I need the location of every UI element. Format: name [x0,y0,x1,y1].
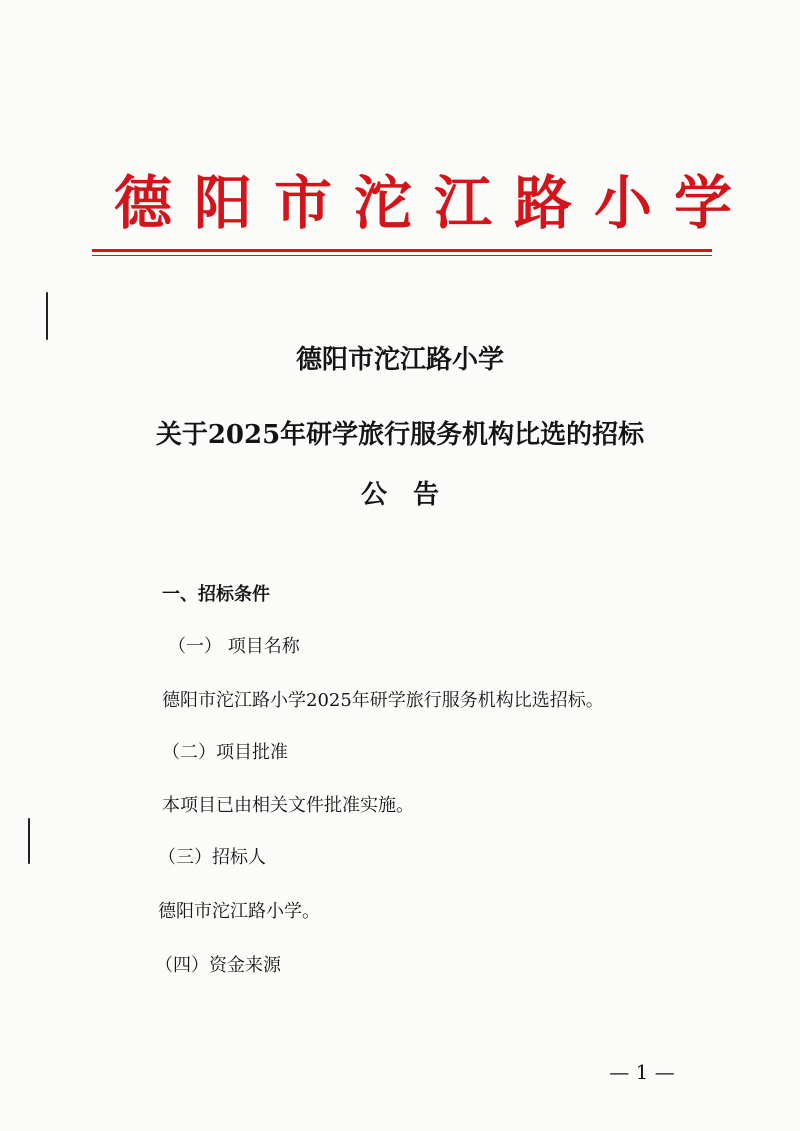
subheading-tenderer: （三）招标人 [158,847,266,868]
paragraph-project-approval: 本项目已由相关文件批准实施。 [162,795,414,816]
letterhead-red-rule-thin [92,255,712,256]
letterhead-red-rule [92,249,712,252]
page-number: — 1 — [609,1060,675,1084]
document-title-line-3: 公告 [360,480,465,510]
paragraph-project-name: 德阳市沱江路小学2025年研学旅行服务机构比选招标。 [162,690,604,711]
paragraph-tenderer: 德阳市沱江路小学。 [158,901,320,922]
subheading-project-name: （一） 项目名称 [168,636,300,657]
binding-mark-bottom [28,818,30,864]
binding-mark-top [46,292,48,340]
subheading-project-approval: （二）项目批准 [162,742,288,763]
letterhead-title: 德阳市沱江路小学 [114,169,755,237]
subheading-funding-source: （四）资金来源 [155,955,281,976]
section-heading-bidding-conditions: 一、招标条件 [162,584,270,605]
document-title-line-1: 德阳市沱江路小学 [295,345,504,375]
document-title-line-2: 关于2025年研学旅行服务机构比选的招标 [155,420,645,450]
